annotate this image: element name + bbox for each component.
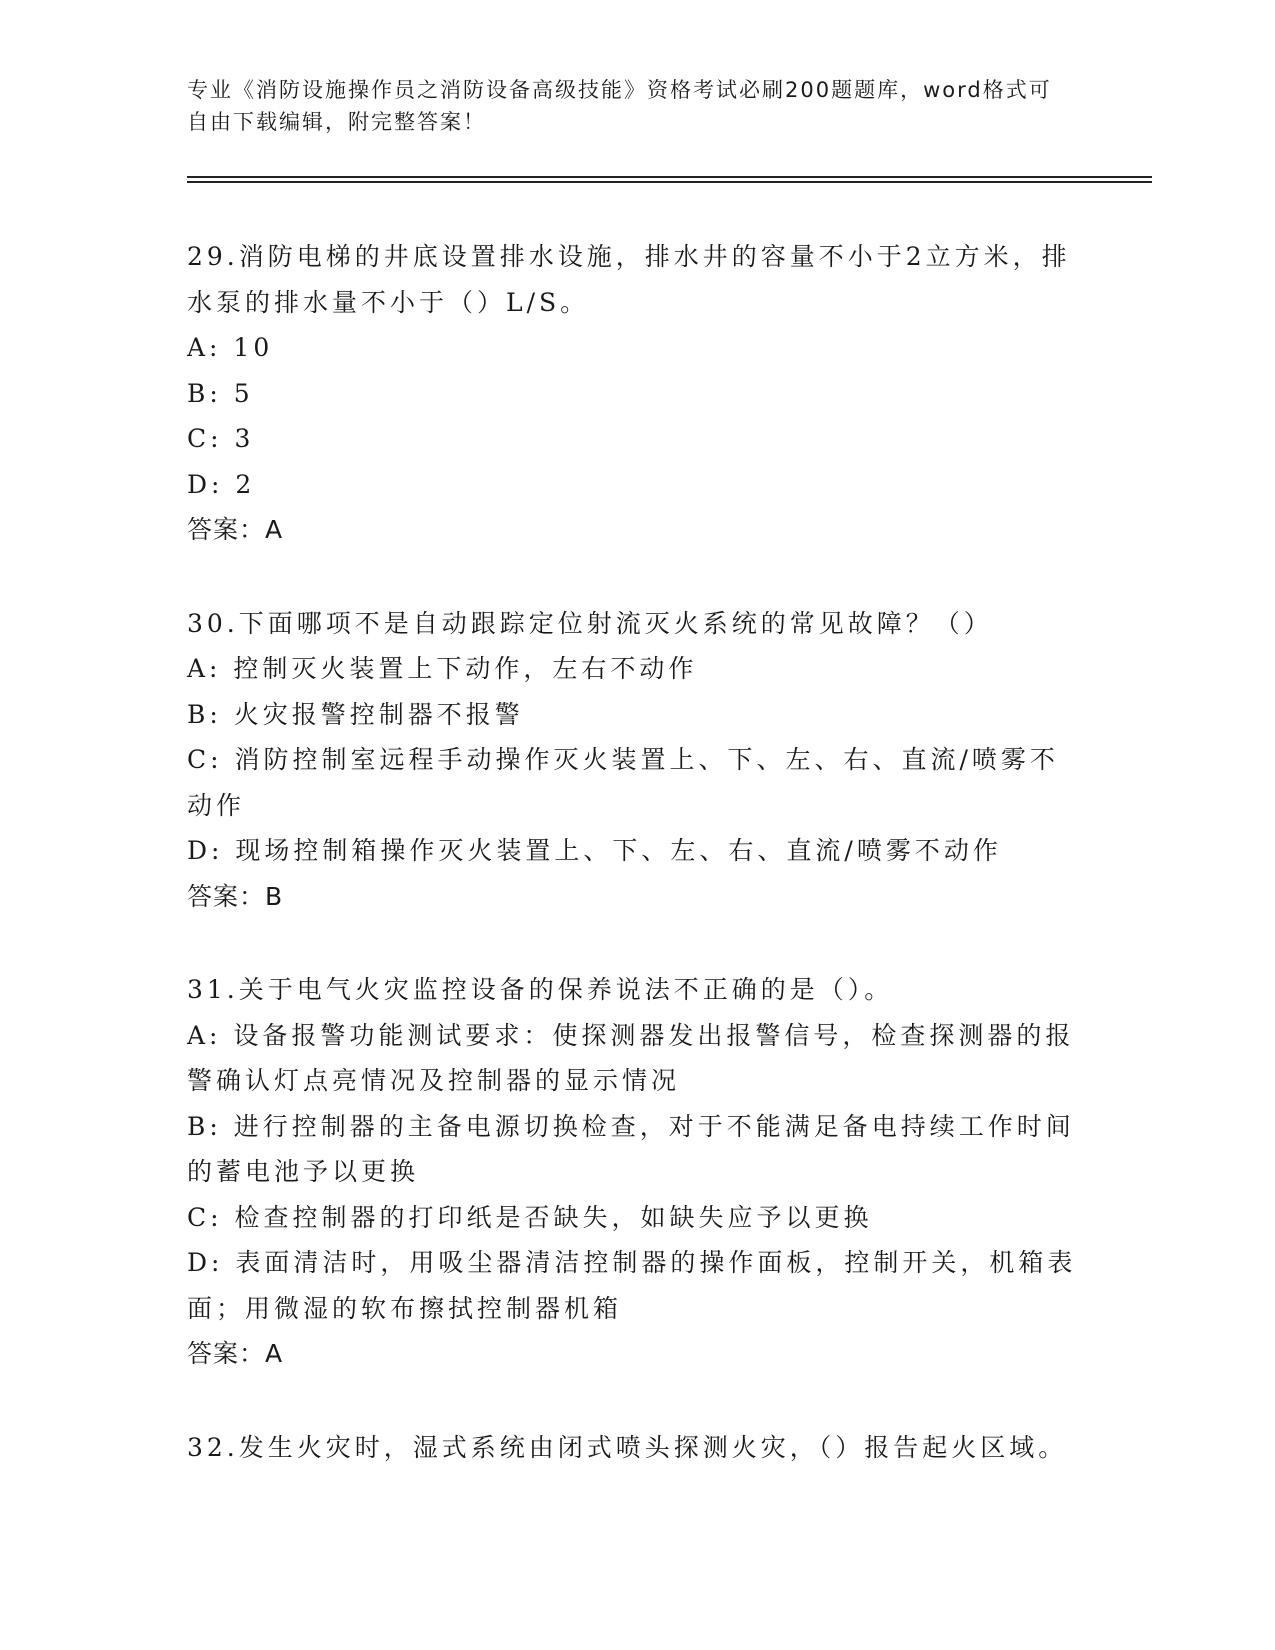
question-32 [187,1425,1077,1471]
option-c: C: 3 [187,424,255,453]
answer: 答案：A [187,515,284,544]
option-d: D: 2 [187,469,256,499]
document-header [187,74,1067,138]
question-stem: 29.消防电梯的井底设置排水设施，排水井的容量不小于2立方米，排水泵的排水量不小于（）L/S。 [187,242,1071,317]
option-b: B: 进行控制器的主备电源切换检查，对于不能满足备电持续工作时间的蓄电池予以更换 [187,1111,1075,1186]
header-rule-top [187,176,1152,178]
option-c: C: 消防控制室远程手动操作灭火装置上、下、左、右、直流/喷雾不动作 [187,745,1059,820]
option-d: D: 表面清洁时，用吸尘器清洁控制器的操作面板，控制开关，机箱表面；用微湿的软布擦拭控制器机箱 [187,1248,1077,1323]
question-list [187,234,1077,1518]
option-a: A: 控制灭火装置上下动作，左右不动作 [187,654,698,683]
header-rule-bottom [187,181,1152,183]
question-29 [187,234,1077,553]
question-30 [187,601,1077,920]
question-stem: 30.下面哪项不是自动跟踪定位射流灭火系统的常见故障？（） [187,608,993,638]
option-b: B: 5 [187,378,254,408]
answer: 答案：B [187,881,284,911]
option-c: C: 检查控制器的打印纸是否缺失，如缺失应予以更换 [187,1202,873,1232]
option-a: A: 设备报警功能测试要求：使探测器发出报警信号，检查探测器的报警确认灯点亮情况及控制器的显示情况 [187,1020,1075,1095]
option-d: D: 现场控制箱操作灭火装置上、下、左、右、直流/喷雾不动作 [187,836,1002,865]
question-31 [187,967,1077,1377]
question-stem: 32.发生火灾时，湿式系统由闭式喷头探测火灾，（）报告起火区域。 [187,1432,1068,1462]
option-a: A: 10 [187,333,274,362]
option-b: B: 火灾报警控制器不报警 [187,699,524,729]
answer: 答案：A [187,1339,284,1368]
header-title: 专业《消防设施操作员之消防设备高级技能》资格考试必刷200题题库，word格式可自由下载编辑，附完整答案！ [187,78,1052,134]
question-stem: 31.关于电气火灾监控设备的保养说法不正确的是（）。 [187,975,894,1004]
